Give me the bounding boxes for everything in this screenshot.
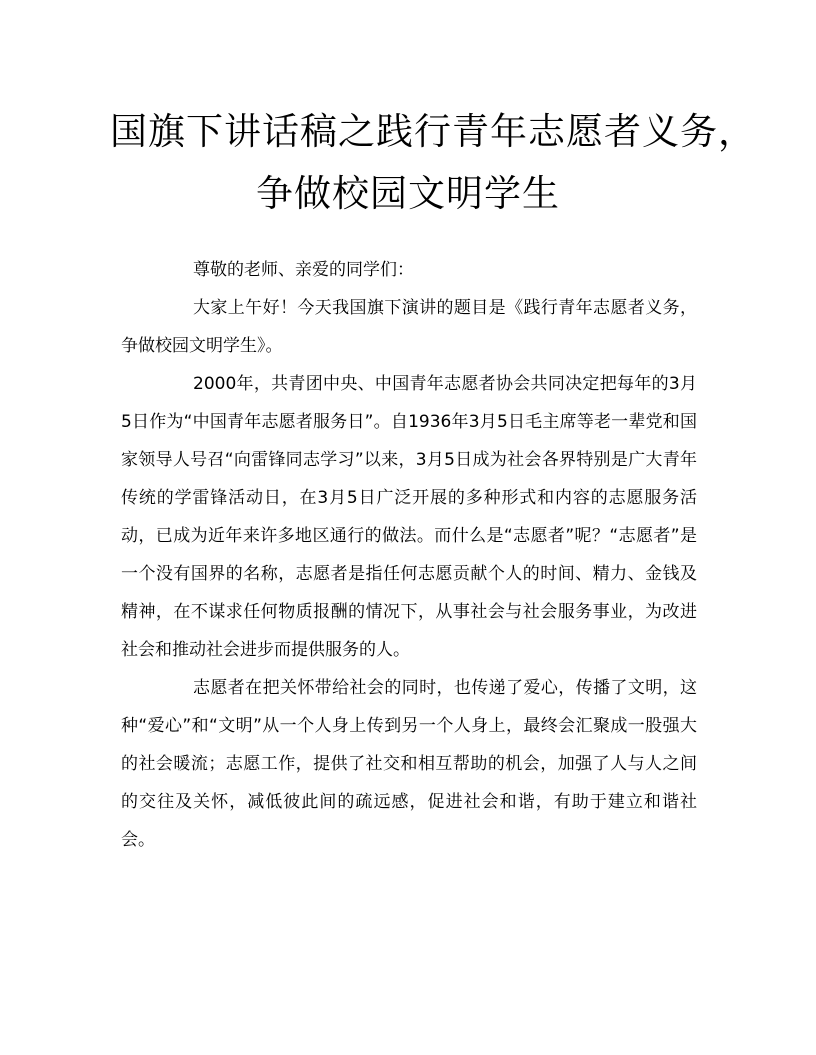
document-title-line-1: 国旗下讲话稿之践行青年志愿者义务， <box>110 110 756 153</box>
document-body <box>121 251 697 859</box>
paragraph-greeting: 大家上午好！今天我国旗下演讲的题目是《践行青年志愿者义务，争做校园文明学生》。 <box>121 298 697 356</box>
paragraph-meaning: 志愿者在把关怀带给社会的同时，也传递了爱心，传播了文明，这种“爱心”和“文明”从一个人身上传到另一个人身上，最终会汇聚成一股强大的社会暖流；志愿工作，提供了社交和相互帮助的机会，加强了人与人之间的交往及关怀，减低彼此间的疏远感，促进社会和谐，有助于建立和谐社会。 <box>121 678 697 850</box>
document-title-line-2: 争做校园文明学生 <box>256 172 560 215</box>
salutation: 尊敬的老师、亲爱的同学们： <box>193 260 414 280</box>
paragraph-history: 2000年，共青团中央、中国青年志愿者协会共同决定把每年的3月5日作为“中国青年志愿者服务日”。自1936年3月5日毛主席等老一辈党和国家领导人号召“向雷锋同志学习”以来，3月5日成为社会各界特别是广大青年传统的学雷锋活动日，在3月5日广泛开展的多种形式和内容的志愿服务活动，已成为近年来许多地区通行的做法。而什么是“志愿者”呢？“志愿者”是一个没有国界的名称，志愿者是指任何志愿贡献个人的时间、精力、金钱及精神，在不谋求任何物质报酬的情况下，从事社会与社会服务事业，为改进社会和推动社会进步而提供服务的人。 <box>121 374 697 660</box>
